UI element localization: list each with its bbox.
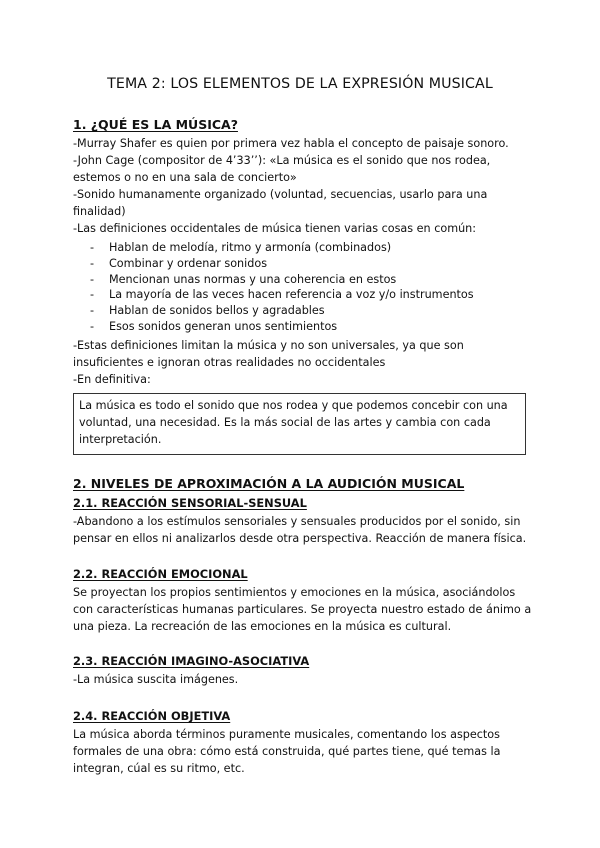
- list-item: - Hablan de melodía, ritmo y armonía (combinados): [90, 240, 530, 256]
- definitions-list: [90, 240, 530, 335]
- section-2-3-heading: 2.3. REACCIÓN IMAGINO-ASOCIATIVA: [73, 654, 310, 668]
- list-item: - Combinar y ordenar sonidos: [90, 256, 530, 272]
- paragraph-in-short: -En definitiva:: [73, 373, 151, 386]
- paragraph-definitions: -Las definiciones occidentales de música tienen varias cosas en común:: [73, 222, 477, 235]
- section-2-2-text: Se proyectan los propios sentimientos y emociones en la música, asociándolos con características humanas particulares. Se proyecta nuestro estado de ánimo a una pieza. La recreación de las emociones en la música es cultural.: [73, 586, 532, 633]
- section-2-heading: 2. NIVELES DE APROXIMACIÓN A LA AUDICIÓN MUSICAL: [73, 476, 465, 491]
- list-item: - Mencionan unas normas y una coherencia en estos: [90, 272, 530, 288]
- section-1-heading: 1. ¿QUÉ ES LA MÚSICA?: [73, 117, 238, 132]
- paragraph-limitations: -Estas definiciones limitan la música y no son universales, ya que son insuficientes e ignoran otras realidades no occidentales: [73, 339, 464, 369]
- paragraph-cage: -John Cage (compositor de 4’33’’): «La música es el sonido que nos rodea, estemos o no en una sala de concierto»: [73, 154, 491, 184]
- section-2-1-heading: 2.1. REACCIÓN SENSORIAL-SENSUAL: [73, 496, 307, 510]
- paragraph-organized-sound: -Sonido humanamente organizado (voluntad, secuencias, usarlo para una finalidad): [73, 188, 488, 218]
- paragraph-shafer: -Murray Shafer es quien por primera vez habla el concepto de paisaje sonoro.: [73, 137, 509, 150]
- list-item: - Esos sonidos generan unos sentimientos: [90, 319, 530, 335]
- list-item: - La mayoría de las veces hacen referencia a voz y/o instrumentos: [90, 287, 530, 303]
- section-2-2-heading: 2.2. REACCIÓN EMOCIONAL: [73, 567, 248, 581]
- section-2-4-text: La música aborda términos puramente musicales, comentando los aspectos formales de una obra: cómo está construida, qué partes tiene, qué temas la integran, cúal es su ritmo, etc.: [73, 728, 501, 775]
- section-2-3-text: -La música suscita imágenes.: [73, 673, 239, 686]
- list-item: - Hablan de sonidos bellos y agradables: [90, 303, 530, 319]
- definition-box: La música es todo el sonido que nos rodea y que podemos concebir con una voluntad, una necesidad. Es la más social de las artes y cambia con cada interpretación.: [73, 393, 526, 455]
- section-2-4-heading: 2.4. REACCIÓN OBJETIVA: [73, 709, 231, 723]
- page-title: TEMA 2: LOS ELEMENTOS DE LA EXPRESIÓN MUSICAL: [107, 76, 493, 92]
- section-2-1-text: -Abandono a los estímulos sensoriales y sensuales producidos por el sonido, sin pensar en ellos ni analizarlos desde otra perspectiva. Reacción de manera física.: [73, 515, 527, 545]
- section-1-intro: [73, 135, 535, 237]
- section-1-conclusion: [73, 337, 535, 388]
